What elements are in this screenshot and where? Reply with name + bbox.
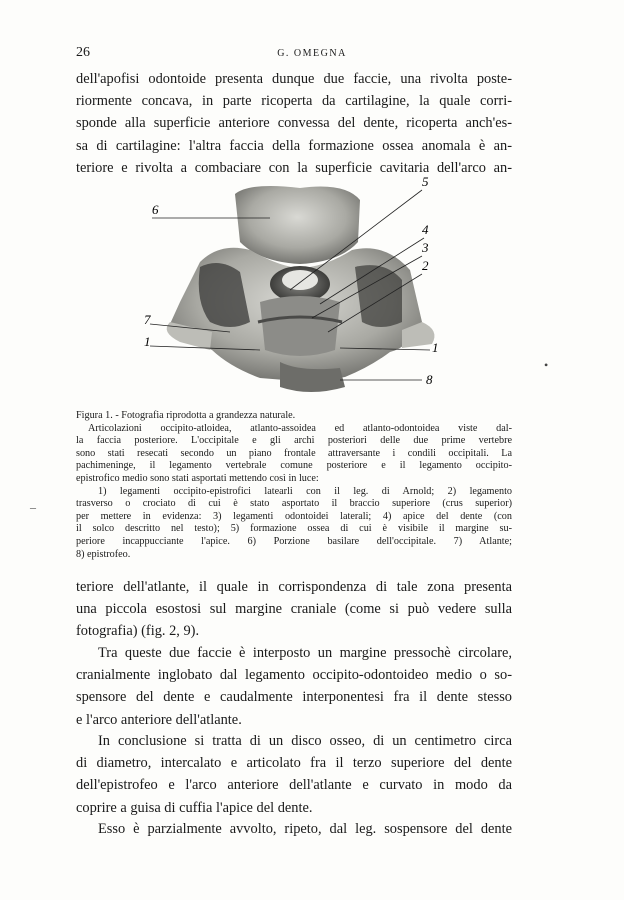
caption-line: sono stati resecati secondo un piano frontale attraversante i condili occipitali. La: [76, 447, 512, 459]
text-line: cranialmente inglobato dal legamento occipito-odontoideo medio o so-: [76, 667, 512, 684]
paragraph-3: [76, 642, 512, 731]
text-line: sponde alla superficie anteriore convessa del dente, ricoperta anch'es-: [76, 115, 512, 132]
caption-line: trasverso o crociato di cui è stato asportato il braccio superiore (crus superior): [76, 498, 512, 510]
figure-caption: [76, 410, 512, 561]
anatomical-figure: [140, 172, 460, 402]
text-line: dell'epistrofeo e l'arco anteriore dell'atlante e curvato in modo da: [76, 777, 512, 794]
caption-line: il solco descritto nel testo); 5) formazione ossea di cui è visibile il margine su-: [76, 523, 512, 535]
text-line: riormente concava, in parte ricoperta da cartilagine, la quale corri-: [76, 93, 512, 110]
text-line: spensore del dente e caudalmente interponentesi fra il dente stesso: [76, 689, 512, 706]
text-line: dell'apofisi odontoide presenta dunque due faccie, una rivolta poste-: [76, 71, 512, 87]
paragraph-5: [76, 818, 512, 840]
figure-label-4: 4: [422, 222, 429, 237]
figure-label-1-left: 1: [144, 334, 151, 349]
text-line: una piccola esostosi sul margine craniale (come si può vedere sulla: [76, 601, 512, 618]
caption-line: per mettere in evidenza: 3) legamenti odontoidei laterali; 4) apice del dente (con: [76, 510, 512, 522]
figure-label-7: 7: [144, 312, 151, 327]
running-head: G. OMEGNA: [277, 48, 347, 59]
text-line: In conclusione si tratta di un disco osseo, di un centimetro circa: [98, 733, 512, 749]
text-line: sa di cartilagine: l'altra faccia della formazione ossea anomala è an-: [76, 137, 512, 154]
margin-mark: •: [544, 358, 549, 372]
figure-label-2: 2: [422, 258, 429, 273]
figure-photo: [140, 172, 460, 402]
figure-label-6: 6: [152, 202, 159, 217]
caption-line: 1) legamenti occipito-epistrofici latearli con il leg. di Arnold; 2) legamento: [98, 485, 512, 497]
margin-mark: –: [30, 500, 36, 514]
figure-label-3: 3: [422, 240, 429, 255]
caption-line: 8) epistrofeo.: [76, 548, 131, 560]
figure-label-8: 8: [426, 372, 433, 387]
text-line: coprire a guisa di cuffia l'apice del dente.: [76, 799, 313, 816]
caption-line: epistrofico medio sono stati asportati mettendo così in luce:: [76, 472, 319, 484]
caption-line: la faccia posteriore. L'occipitale e gli archi posteriori delle due prime vertebre: [76, 435, 512, 447]
paragraph-1: [76, 68, 512, 179]
figure-label-5: 5: [422, 174, 429, 189]
text-line: e l'arco anteriore dell'atlante.: [76, 711, 242, 728]
text-line: fotografia) (fig. 2, 9).: [76, 623, 200, 640]
caption-line: periore incappucciante l'apice. 6) Porzione basilare dell'occipitale. 7) Atlante;: [76, 535, 512, 547]
caption-line: Articolazioni occipito-atloidea, atlanto-assoidea ed atlanto-odontoidea viste dal-: [88, 422, 512, 434]
caption-line: pachimeninge, il legamento vertebrale comune posteriore e il legamento occipito-: [76, 460, 512, 472]
text-line: Tra queste due faccie è interposto un margine pressochè circolare,: [98, 645, 512, 661]
text-line: teriore dell'atlante, il quale in corrispondenza di tale zona presenta: [76, 579, 512, 595]
paragraph-4: [76, 730, 512, 819]
paragraph-2: [76, 576, 512, 643]
text-line: teriore e rivolta a combaciare con la superficie cavitaria dell'arco an-: [76, 159, 512, 176]
page-number: 26: [76, 45, 90, 60]
text-line: di diametro, intercalato e articolato fra il terzo superiore del dente: [76, 755, 512, 772]
text-line: Esso è parzialmente avvolto, ripeto, dal leg. sospensore del dente: [98, 821, 512, 837]
caption-title: Figura 1. - Fotografia riprodotta a grandezza naturale.: [76, 410, 296, 421]
figure-label-1-right: 1: [432, 340, 439, 355]
